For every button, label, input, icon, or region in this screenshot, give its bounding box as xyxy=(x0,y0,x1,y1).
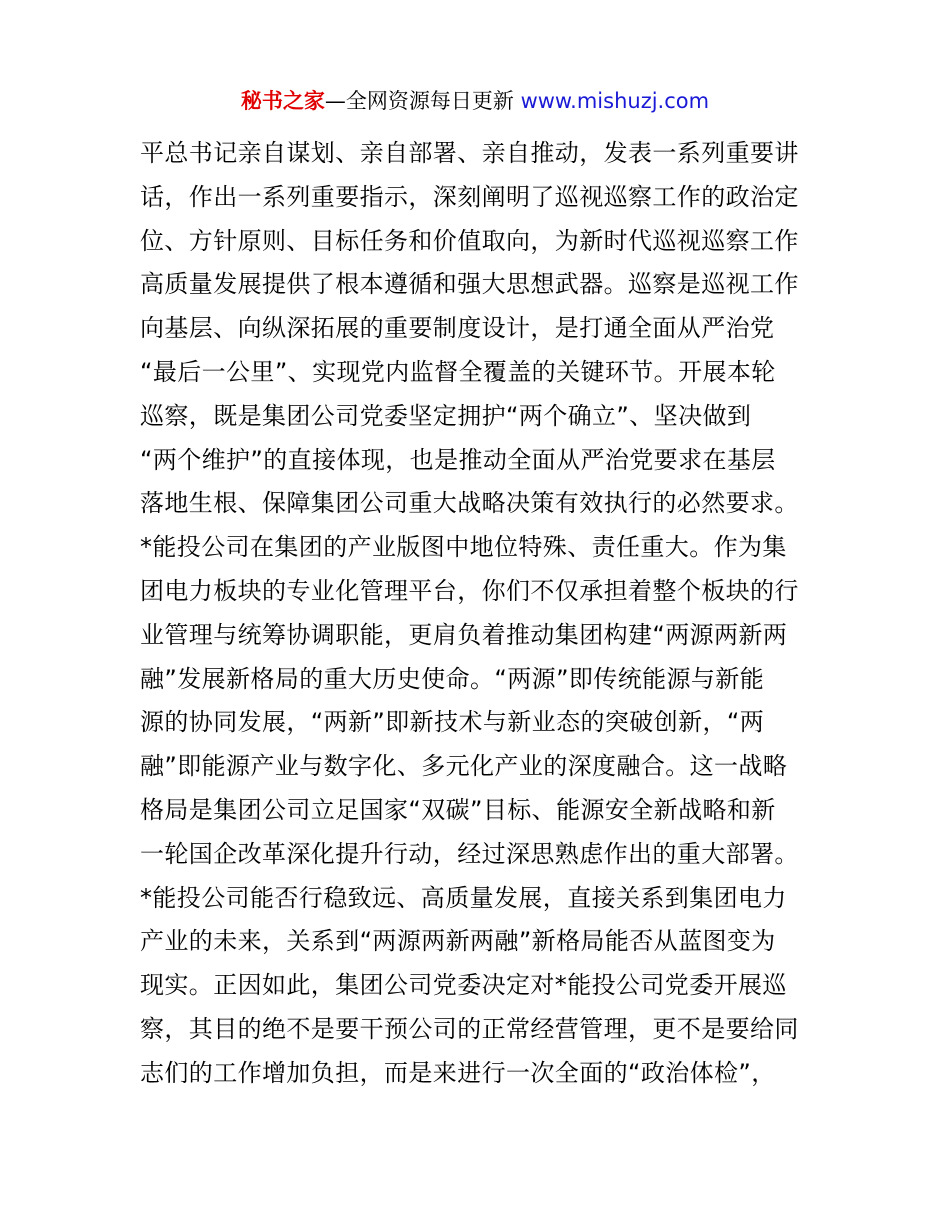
text-line: 向基层、向纵深拓展的重要制度设计，是打通全面从严治党 xyxy=(140,314,775,343)
text-line: 高质量发展提供了根本遵循和强大思想武器。巡察是巡视工作 xyxy=(140,270,799,299)
text-line: 格局是集团公司立足国家“双碳”目标、能源安全新战略和新 xyxy=(140,795,776,824)
text-line: “两个维护”的直接体现，也是推动全面从严治党要求在基层 xyxy=(140,445,776,474)
brand-name: 秘书之家 xyxy=(240,89,325,113)
text-line: 位、方针原则、目标任务和价值取向，为新时代巡视巡察工作 xyxy=(140,226,799,255)
text-line: 一轮国企改革深化提升行动，经过深思熟虑作出的重大部署。 xyxy=(140,839,799,868)
text-line: “最后一公里”、实现党内监督全覆盖的关键环节。开展本轮 xyxy=(140,357,776,386)
text-line: 融”发展新格局的重大历史使命。“两源”即传统能源与新能 xyxy=(140,664,765,693)
site-url-link[interactable]: www.mishuzj.com xyxy=(520,89,710,113)
page-header xyxy=(0,86,950,116)
text-line: 业管理与统筹协调职能，更肩负着推动集团构建“两源两新两 xyxy=(140,620,788,649)
text-line: 现实。正因如此，集团公司党委决定对*能投公司党委开展巡 xyxy=(140,971,787,1000)
header-tagline: —全网资源每日更新 xyxy=(324,89,521,113)
text-line: 落地生根、保障集团公司重大战略决策有效执行的必然要求。 xyxy=(140,489,799,518)
text-line: 融”即能源产业与数字化、多元化产业的深度融合。这一战略 xyxy=(140,752,788,781)
text-line: 源的协同发展，“两新”即新技术与新业态的突破创新，“两 xyxy=(140,708,765,737)
document-body xyxy=(140,132,820,1096)
text-line: 产业的未来，关系到“两源两新两融”新格局能否从蓝图变为 xyxy=(140,927,776,956)
text-line: 巡察，既是集团公司党委坚定拥护“两个确立”、坚决做到 xyxy=(140,401,752,430)
text-line: 察，其目的绝不是要干预公司的正常经营管理，更不是要给同 xyxy=(140,1014,799,1043)
text-line: 话，作出一系列重要指示，深刻阐明了巡视巡察工作的政治定 xyxy=(140,182,799,211)
text-line: *能投公司在集团的产业版图中地位特殊、责任重大。作为集 xyxy=(140,533,787,562)
text-line: 团电力板块的专业化管理平台，你们不仅承担着整个板块的行 xyxy=(140,576,799,605)
text-line: *能投公司能否行稳致远、高质量发展，直接关系到集团电力 xyxy=(140,883,787,912)
text-line: 志们的工作增加负担，而是来进行一次全面的“政治体检”， xyxy=(140,1058,776,1087)
text-line: 平总书记亲自谋划、亲自部署、亲自推动，发表一系列重要讲 xyxy=(140,139,799,167)
